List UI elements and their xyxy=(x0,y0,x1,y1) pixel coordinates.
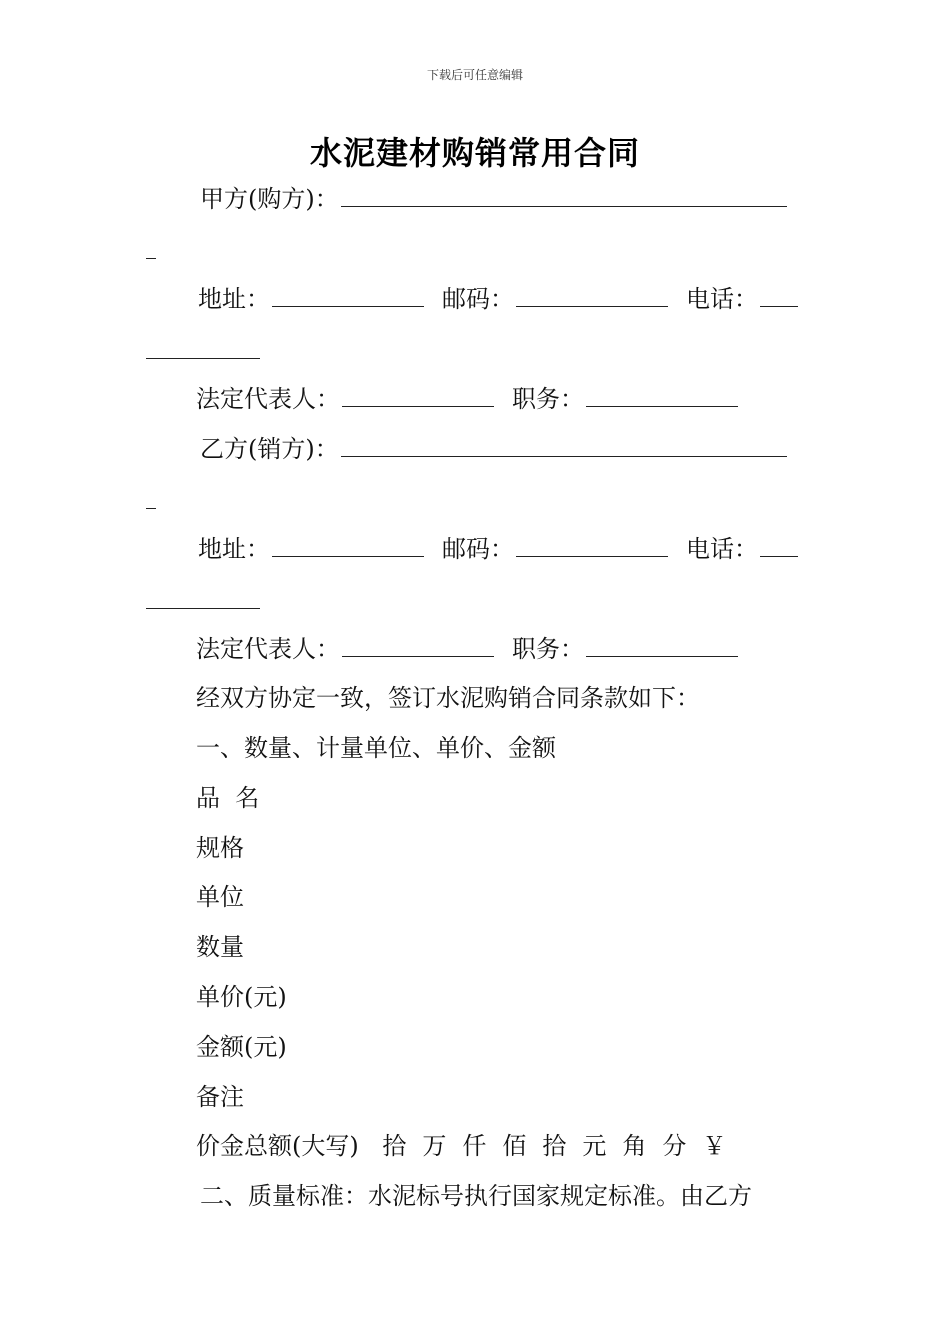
contract-title: 水泥建材购销常用合同 xyxy=(309,134,640,172)
party-b-address-blank[interactable] xyxy=(272,534,424,557)
field-product-name: 品 名 xyxy=(196,784,260,812)
unit-jiao: 角 xyxy=(622,1132,647,1160)
field-unit-price: 单价(元) xyxy=(196,983,287,1011)
unit-shi-wan: 拾 xyxy=(382,1132,407,1160)
party-a-blank[interactable] xyxy=(341,184,787,207)
party-a-line xyxy=(200,184,793,214)
party-a-position-label: 职务： xyxy=(512,385,584,413)
yuan-sign: ￥ xyxy=(702,1132,727,1160)
section-2-text: 二、质量标准：水泥标号执行国家规定标准。由乙方 xyxy=(200,1182,752,1210)
party-a-phone-blank[interactable] xyxy=(760,284,798,307)
party-a-label: 甲方(购方)： xyxy=(200,185,339,213)
party-a-position-blank[interactable] xyxy=(586,384,738,407)
party-a-address-blank[interactable] xyxy=(272,284,424,307)
party-a-rep-line xyxy=(196,384,744,414)
party-b-continuation xyxy=(146,486,156,516)
party-b-phone-continuation xyxy=(146,586,260,616)
unit-yuan: 元 xyxy=(582,1132,607,1160)
party-a-rep-blank[interactable] xyxy=(342,384,494,407)
party-a-phone-continuation xyxy=(146,336,260,366)
party-a-address-label: 地址： xyxy=(198,285,270,313)
party-a-blank-cont[interactable] xyxy=(146,236,156,259)
field-amount: 金额(元) xyxy=(196,1033,287,1061)
party-b-rep-blank[interactable] xyxy=(342,634,494,657)
party-a-postcode-label: 邮码： xyxy=(442,285,514,313)
party-b-phone-label: 电话： xyxy=(686,535,758,563)
total-amount-line xyxy=(196,1131,742,1161)
party-b-label: 乙方(销方)： xyxy=(200,435,339,463)
party-a-phone-blank-cont[interactable] xyxy=(146,336,260,359)
field-quantity: 数量 xyxy=(196,933,244,961)
unit-wan: 万 xyxy=(422,1132,447,1160)
intro-text: 经双方协定一致，签订水泥购销合同条款如下： xyxy=(196,684,700,712)
party-b-postcode-blank[interactable] xyxy=(516,534,668,557)
party-b-phone-blank-cont[interactable] xyxy=(146,586,260,609)
party-b-line xyxy=(200,434,793,464)
unit-fen: 分 xyxy=(662,1132,687,1160)
party-b-blank-cont[interactable] xyxy=(146,486,156,509)
field-remarks: 备注 xyxy=(196,1083,244,1111)
unit-bai: 佰 xyxy=(502,1132,527,1160)
party-b-rep-label: 法定代表人： xyxy=(196,635,340,663)
party-a-rep-label: 法定代表人： xyxy=(196,385,340,413)
party-a-postcode-blank[interactable] xyxy=(516,284,668,307)
party-b-blank[interactable] xyxy=(341,434,787,457)
party-b-address-label: 地址： xyxy=(198,535,270,563)
party-a-continuation xyxy=(146,236,156,266)
party-b-postcode-label: 邮码： xyxy=(442,535,514,563)
field-spec: 规格 xyxy=(196,834,244,862)
party-b-phone-blank[interactable] xyxy=(760,534,798,557)
party-b-position-label: 职务： xyxy=(512,635,584,663)
total-amount-label: 价金总额(大写) xyxy=(196,1132,359,1160)
party-a-phone-label: 电话： xyxy=(686,285,758,313)
party-a-contact-line xyxy=(198,284,798,314)
unit-shi: 拾 xyxy=(542,1132,567,1160)
party-b-position-blank[interactable] xyxy=(586,634,738,657)
section-1-heading: 一、数量、计量单位、单价、金额 xyxy=(196,734,556,762)
party-b-contact-line xyxy=(198,534,798,564)
field-unit: 单位 xyxy=(196,883,244,911)
party-b-rep-line xyxy=(196,634,744,664)
page-header: 下载后可任意编辑 xyxy=(426,68,523,82)
unit-qian: 仟 xyxy=(462,1132,487,1160)
